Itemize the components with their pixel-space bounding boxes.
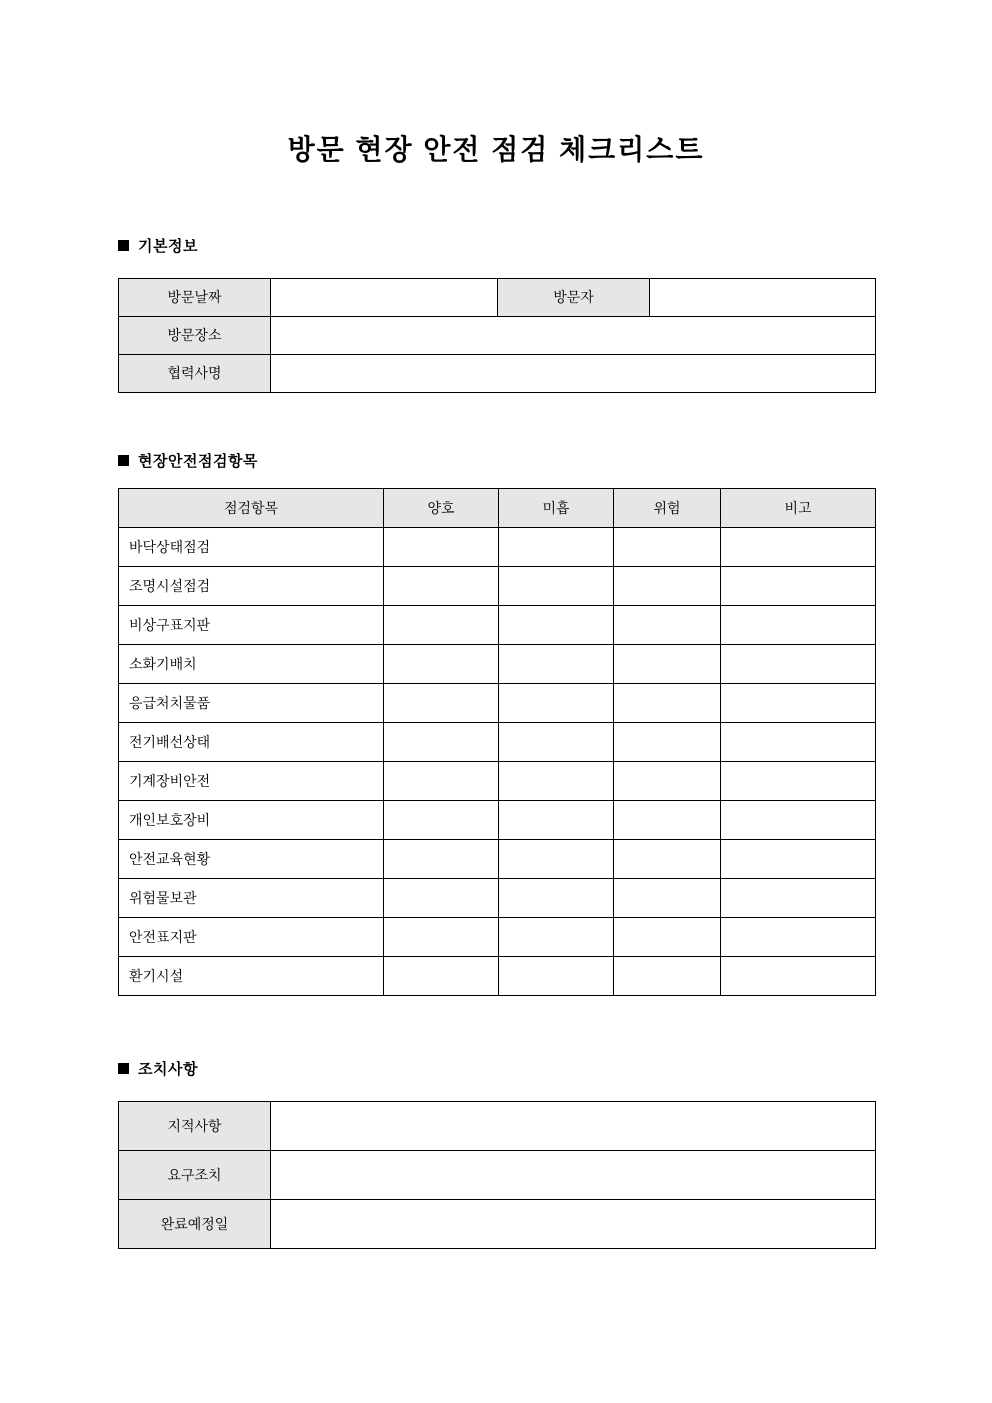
checkbox-cell-good[interactable]: [384, 644, 499, 683]
checkbox-cell-danger[interactable]: [614, 800, 721, 839]
checkbox-cell-danger[interactable]: [614, 917, 721, 956]
checkbox-cell-poor[interactable]: [499, 722, 614, 761]
column-header-danger: 위험: [614, 488, 721, 527]
table-row: [119, 917, 876, 956]
checkbox-cell-good[interactable]: [384, 722, 499, 761]
note-cell[interactable]: [721, 917, 876, 956]
table-row: [119, 878, 876, 917]
section-heading-checklist: [0, 393, 992, 471]
note-cell[interactable]: [721, 722, 876, 761]
checkbox-cell-good[interactable]: [384, 839, 499, 878]
section-heading-basic-info-label: 기본정보: [138, 237, 198, 255]
table-row: [119, 1101, 876, 1150]
checklist-item-name: 안전표지판: [119, 917, 384, 956]
checklist-item-name: 소화기배치: [119, 644, 384, 683]
checkbox-cell-poor[interactable]: [499, 800, 614, 839]
checkbox-cell-good[interactable]: [384, 761, 499, 800]
checklist-item-name: 조명시설점검: [119, 566, 384, 605]
checklist-item-name: 개인보호장비: [119, 800, 384, 839]
label-partner-company: 협력사명: [119, 354, 271, 392]
note-cell[interactable]: [721, 839, 876, 878]
table-row: [119, 761, 876, 800]
note-cell[interactable]: [721, 566, 876, 605]
checkbox-cell-poor[interactable]: [499, 566, 614, 605]
checkbox-cell-poor[interactable]: [499, 761, 614, 800]
black-square-icon: [118, 455, 129, 466]
checkbox-cell-danger[interactable]: [614, 722, 721, 761]
checklist-item-name: 비상구표지판: [119, 605, 384, 644]
checkbox-cell-danger[interactable]: [614, 839, 721, 878]
checkbox-cell-poor[interactable]: [499, 878, 614, 917]
field-visit-place[interactable]: [271, 316, 876, 354]
checkbox-cell-good[interactable]: [384, 878, 499, 917]
checklist-item-name: 환기시설: [119, 956, 384, 995]
note-cell[interactable]: [721, 800, 876, 839]
checkbox-cell-poor[interactable]: [499, 956, 614, 995]
label-visit-place: 방문장소: [119, 316, 271, 354]
column-header-item: 점검항목: [119, 488, 384, 527]
checklist-item-name: 응급처치물품: [119, 683, 384, 722]
note-cell[interactable]: [721, 878, 876, 917]
note-cell[interactable]: [721, 956, 876, 995]
note-cell[interactable]: [721, 527, 876, 566]
column-header-note: 비고: [721, 488, 876, 527]
section-heading-checklist-label: 현장안전점검항목: [138, 452, 258, 470]
table-row: [119, 278, 876, 316]
note-cell[interactable]: [721, 605, 876, 644]
checkbox-cell-danger[interactable]: [614, 527, 721, 566]
checkbox-cell-poor[interactable]: [499, 917, 614, 956]
field-due-date[interactable]: [271, 1199, 876, 1248]
table-row: [119, 1199, 876, 1248]
column-header-good: 양호: [384, 488, 499, 527]
note-cell[interactable]: [721, 683, 876, 722]
checklist-item-name: 바닥상태점검: [119, 527, 384, 566]
column-header-poor: 미흡: [499, 488, 614, 527]
section-heading-action-label: 조치사항: [138, 1060, 198, 1078]
checkbox-cell-poor[interactable]: [499, 644, 614, 683]
checkbox-cell-danger[interactable]: [614, 605, 721, 644]
checklist-item-name: 안전교육현황: [119, 839, 384, 878]
field-findings[interactable]: [271, 1101, 876, 1150]
label-visitor: 방문자: [498, 278, 650, 316]
table-row: [119, 683, 876, 722]
basic-info-table: [118, 278, 876, 393]
table-row: [119, 316, 876, 354]
checkbox-cell-good[interactable]: [384, 566, 499, 605]
checkbox-cell-good[interactable]: [384, 956, 499, 995]
field-partner-company[interactable]: [271, 354, 876, 392]
checklist-item-name: 위험물보관: [119, 878, 384, 917]
field-required-action[interactable]: [271, 1150, 876, 1199]
checklist-item-name: 전기배선상태: [119, 722, 384, 761]
page-title: 방문 현장 안전 점검 체크리스트: [287, 134, 705, 165]
checkbox-cell-poor[interactable]: [499, 527, 614, 566]
checkbox-cell-good[interactable]: [384, 683, 499, 722]
checkbox-cell-good[interactable]: [384, 527, 499, 566]
table-row: [119, 644, 876, 683]
label-required-action: 요구조치: [119, 1150, 271, 1199]
checkbox-cell-danger[interactable]: [614, 644, 721, 683]
table-header-row: [119, 488, 876, 527]
black-square-icon: [118, 240, 129, 251]
action-table: [118, 1101, 876, 1249]
checklist-item-name: 기계장비안전: [119, 761, 384, 800]
checkbox-cell-good[interactable]: [384, 800, 499, 839]
checkbox-cell-good[interactable]: [384, 917, 499, 956]
section-heading-action: [0, 996, 992, 1079]
table-row: [119, 956, 876, 995]
checklist-table: [118, 488, 876, 996]
field-visit-date[interactable]: [271, 278, 498, 316]
checkbox-cell-poor[interactable]: [499, 605, 614, 644]
table-row: [119, 839, 876, 878]
checkbox-cell-danger[interactable]: [614, 956, 721, 995]
field-visitor[interactable]: [650, 278, 876, 316]
label-due-date: 완료예정일: [119, 1199, 271, 1248]
table-row: [119, 605, 876, 644]
checkbox-cell-danger[interactable]: [614, 683, 721, 722]
black-square-icon: [118, 1063, 129, 1074]
checkbox-cell-good[interactable]: [384, 605, 499, 644]
table-row: [119, 1150, 876, 1199]
table-row: [119, 354, 876, 392]
table-row: [119, 566, 876, 605]
checkbox-cell-danger[interactable]: [614, 761, 721, 800]
section-heading-basic-info: [0, 167, 992, 256]
table-row: [119, 722, 876, 761]
checkbox-cell-poor[interactable]: [499, 839, 614, 878]
note-cell[interactable]: [721, 644, 876, 683]
checkbox-cell-danger[interactable]: [614, 878, 721, 917]
label-findings: 지적사항: [119, 1101, 271, 1150]
checkbox-cell-poor[interactable]: [499, 683, 614, 722]
table-row: [119, 527, 876, 566]
label-visit-date: 방문날짜: [119, 278, 271, 316]
checkbox-cell-danger[interactable]: [614, 566, 721, 605]
table-row: [119, 800, 876, 839]
note-cell[interactable]: [721, 761, 876, 800]
